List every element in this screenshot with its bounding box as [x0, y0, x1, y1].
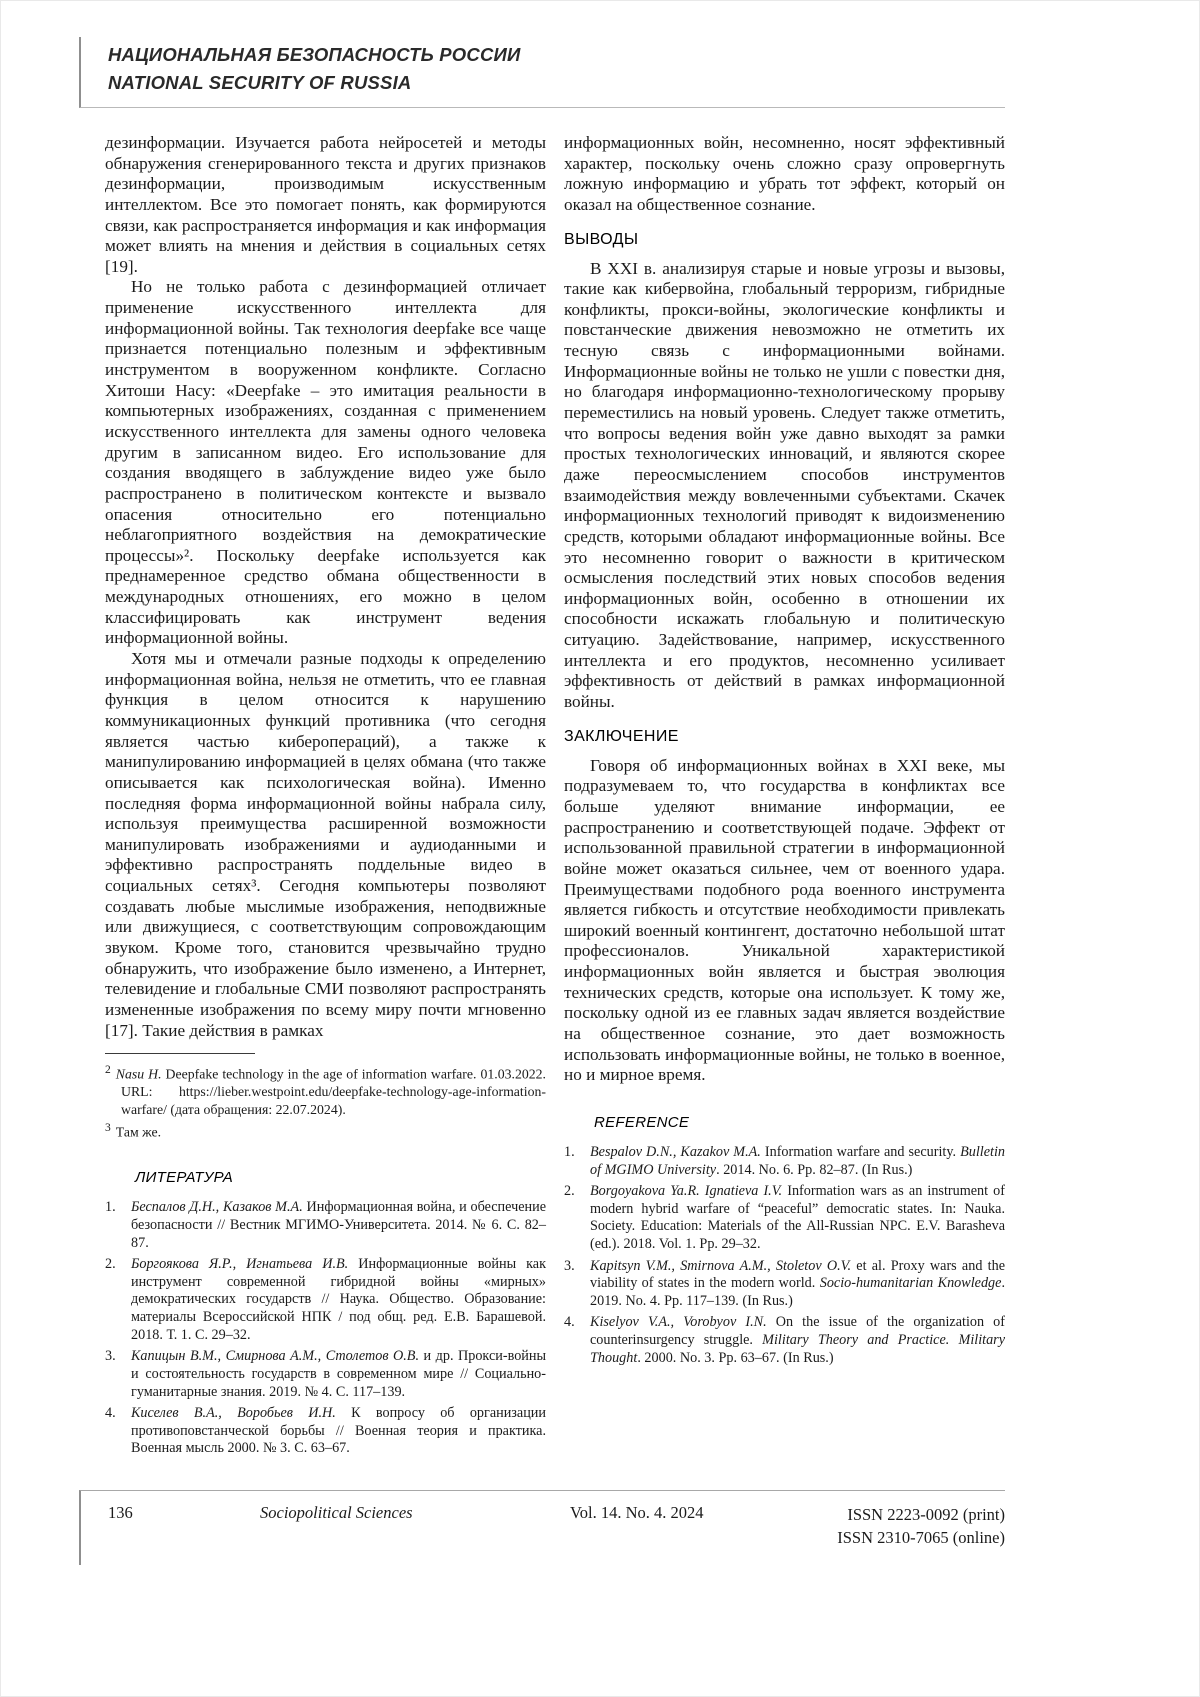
text-run: Borgoyakova Ya.R. Ignatieva I.V.	[590, 1183, 783, 1200]
footnote	[105, 1063, 546, 1118]
text-run: Information warfare and security.	[760, 1143, 961, 1160]
running-head-en: NATIONAL SECURITY OF RUSSIA	[108, 71, 412, 93]
text-run: . 2019. No. 4. Pp. 117–139. (In Rus.)	[590, 1275, 1005, 1309]
section-heading-conclusions: ВЫВОДЫ	[564, 230, 639, 248]
item-number: 2.	[105, 1256, 116, 1273]
text-run: et al. Proxy wars and the viability of states in the modern world.	[590, 1257, 1005, 1292]
text-run: Информационная война, и обеспечение безопасности // Вестник МГИМО-Университета. 2014. № 6. С. 82–87.	[131, 1199, 547, 1251]
text-run: Socio-humanitarian Knowledge	[819, 1275, 1002, 1292]
text-run: Bespalov D.N., Kazakov M.A.	[590, 1143, 761, 1160]
paragraph: дезинформации. Изучается работа нейросетей и методы обнаружения сгенерированного текста и других признаков дезинформации, производимым искусственным интеллектом. Все это помогает понять, как формируются связи, как распространяется информация и как информация может влиять на мнения и действия в социальных сетях [19].	[105, 133, 546, 276]
final-paragraph: Говоря об информационных войнах в XXI веке, мы подразумеваем то, что государства в конфликтах все больше уделяют внимание информации, ее распространению и соответствующей подаче. Эффект от использованной правильной стратегии в информационной войне может оказаться сильнее, чем от военного удара. Преимуществами подобного рода военного инструмента является гибкость и отсутствие необходимости привлекать широкий военный контингент, достаточно небольшой штат профессионалов. Уникальной характеристикой информационных войн является и быстрая эволюция технических средств, которые она использует. К тому же, поскольку одной из ее главных задач является воздействие на общественное сознание, это дает возможность использовать информационные войны, не только в военное, но и мирное время.	[564, 755, 1005, 1085]
text-run: On the issue of the organization of counterinsurgency struggle.	[590, 1314, 1005, 1348]
text-run: Боргоякова Я.Р., Игнатьева И.В.	[131, 1256, 349, 1273]
text-run: Беспалов Д.Н., Казаков М.А.	[131, 1199, 303, 1216]
item-number: 3.	[105, 1348, 116, 1365]
footnotes-block	[105, 1053, 546, 1141]
text-run: Military Theory and Practice. Military Thought	[590, 1332, 1005, 1366]
page-number: 136	[108, 1503, 133, 1522]
literature-item	[105, 1256, 546, 1344]
footnote-marker: 3	[105, 1122, 111, 1135]
text-run: Капицын В.М., Смирнова А.М., Столетов О.В.	[131, 1348, 420, 1365]
reference-item	[564, 1258, 1005, 1311]
literature-item	[105, 1199, 546, 1252]
issn-block	[837, 1503, 1005, 1549]
journal-title: Sociopolitical Sciences	[260, 1503, 413, 1522]
right-column	[564, 133, 1005, 1462]
paragraph: Но не только работа с дезинформацией отличает применение искусственного интеллекта для информационной войны. Так технология deepfake все чаще признается потенциально полезным и эффективным инструментом в вооруженном конфликте. Согласно Хитоши Насу: «Deepfake – это имитация реальности в компьютерных изображениях, созданная с применением искусственного интеллекта для замены одного человека другим в записанном видео. Его использование для создания вводящего в заблуждение видео уже было распространено в политическом контексте и вызвало опасения относительно его потенциально неблагоприятного воздействия на демократические процессы»². Поскольку deepfake используется как преднамеренное средство обмана общественности в международных отношениях, его можно в целом классифицировать как инструмент ведения информационной войны.	[105, 277, 546, 648]
item-text	[131, 1199, 546, 1252]
text-run: Киселев В.А., Воробьев И.Н.	[131, 1405, 336, 1422]
text-run: Bulletin of MGIMO University	[590, 1143, 1005, 1178]
page-header	[79, 37, 1005, 108]
item-text	[590, 1183, 1005, 1253]
volume-info: Vol. 14. No. 4. 2024	[570, 1503, 704, 1522]
item-text	[590, 1144, 1005, 1179]
left-column	[105, 133, 546, 1462]
footnote-marker: 2	[105, 1064, 111, 1077]
running-head-ru: НАЦИОНАЛЬНАЯ БЕЗОПАСНОСТЬ РОССИИ	[108, 44, 521, 65]
item-text	[131, 1256, 546, 1344]
footnote	[105, 1121, 546, 1141]
item-number: 2.	[564, 1183, 575, 1200]
item-number: 1.	[105, 1199, 116, 1216]
article-body	[105, 133, 1005, 1462]
conclusions-paragraph: В XXI в. анализируя старые и новые угрозы и вызовы, такие как кибервойна, глобальный терроризм, гибридные конфликты, прокси-войны, экологические конфликты и повстанческие движения невозможно не отметить их тесную связь с информационными войнами. Информационные войны не только не ушли с повестки дня, но благодаря информационно-технологическому прорыву переместились на новый уровень. Следует также отметить, что вопросы ведения войн уже давно выходят за рамки простых технологических инноваций, и являются скорее даже переосмыслением способов инструментов взаимодействия между вовлеченными субъектами. Скачек информационных технологий приводят к видоизменению средств, которыми обладают информационные войны. Все это несомненно говорит о важности в критическом осмысления последствий этих новых способов ведения информационных войн, особенно в отношении их способности искажать глобальную и политическую ситуацию. Задействование, например, искусственного интеллекта и его продуктов, несомненно усиливает эффективность от действий в рамках информационной войны.	[564, 258, 1005, 712]
reference-heading: REFERENCE	[594, 1113, 690, 1131]
text-run: . 2014. No. 6. Pp. 82–87. (In Rus.)	[716, 1161, 913, 1178]
footnote-text: Там же.	[115, 1124, 162, 1140]
page-footer	[79, 1490, 1005, 1565]
section-heading-final: ЗАКЛЮЧЕНИЕ	[564, 727, 679, 745]
text-run: . 2000. No. 3. Pp. 63–67. (In Rus.)	[637, 1349, 834, 1366]
literature-item	[105, 1348, 546, 1401]
reference-list	[564, 1144, 1005, 1367]
text-run: Information wars as an instrument of modern hybrid warfare of “peaceful” democratic states. In: Nauka. Society. Education: Materials of the All-Russian NPC. E.V. Barasheva (ed.). 2018. Vol. 1. Pp. 29–32.	[590, 1183, 1005, 1252]
item-text	[131, 1348, 546, 1401]
item-number: 1.	[564, 1143, 575, 1160]
text-run: Kapitsyn V.M., Smirnova A.M., Stoletov O.V.	[590, 1257, 852, 1274]
text-run: Kiselyov V.A., Vorobyov I.N.	[590, 1314, 767, 1331]
literature-list	[105, 1199, 546, 1458]
text-run: К вопросу об организации противоповстанческой борьбы // Военная теория и практика. Военная мысль 2000. № 3. С. 63–67.	[131, 1405, 546, 1457]
text-run: Информационные войны как инструмент современной гибридной войны «мирных» демократических государств // Наука. Общество. Образование: материалы Всероссийской НПК / под общ. ред. Е.В. Барашевой. 2018. Т. 1. С. 29–32.	[131, 1256, 546, 1343]
footnote-text: Deepfake technology in the age of information warfare. 01.03.2022. URL: https://lieber.westpoint.edu/deepfake-technology-age-information-warfare/ (дата обращения: 22.07.2024).	[121, 1066, 546, 1117]
item-number: 3.	[564, 1257, 575, 1274]
item-text	[590, 1314, 1005, 1367]
paragraph: информационных войн, несомненно, носят эффективный характер, поскольку очень сложно сразу опровергнуть ложную информацию и убрать тот эффект, который он оказал на общественное сознание.	[564, 133, 1005, 214]
reference-item	[564, 1183, 1005, 1253]
literature-item	[105, 1405, 546, 1458]
item-text	[590, 1258, 1005, 1311]
text-run: и др. Прокси-войны и состоятельность государств в современном мире // Социально-гуманитарные знания. 2019. № 4. С. 117–139.	[131, 1348, 546, 1400]
item-number: 4.	[105, 1405, 116, 1422]
footnote-author: Nasu H.	[115, 1066, 162, 1082]
item-number: 4.	[564, 1314, 575, 1331]
footnote-divider	[105, 1053, 255, 1054]
reference-item	[564, 1144, 1005, 1179]
paragraph: Хотя мы и отмечали разные подходы к определению информационная война, нельзя не отметить, что ее главная функция в целом относится к нарушению коммуникационных функций противника (что сегодня является частью киберопераций), а также к манипулированию информацией в целях обмана (что также описывается как психологическая война). Именно последняя форма информационной войны набрала силу, используя преимущества расширенной возможности манипулировать изображениями и аудиоданными и эффективно распространять поддельные видео в социальных сетях³. Сегодня компьютеры позволяют создавать любые мыслимые изображения, неподвижные или движущиеся, с соответствующим сопровождающим звуком. Кроме того, становится чрезвычайно трудно обнаружить, что изображение было изменено, а Интернет, телевидение и глобальные СМИ позволяют распространять измененные изображения по всему миру почти мгновенно [17]. Такие действия в рамках	[105, 649, 546, 1040]
issn-online: ISSN 2310-7065 (online)	[837, 1528, 1005, 1548]
issn-print: ISSN 2223-0092 (print)	[847, 1505, 1005, 1524]
literature-heading: ЛИТЕРАТУРА	[135, 1169, 234, 1187]
item-text	[131, 1405, 546, 1458]
reference-item	[564, 1314, 1005, 1367]
